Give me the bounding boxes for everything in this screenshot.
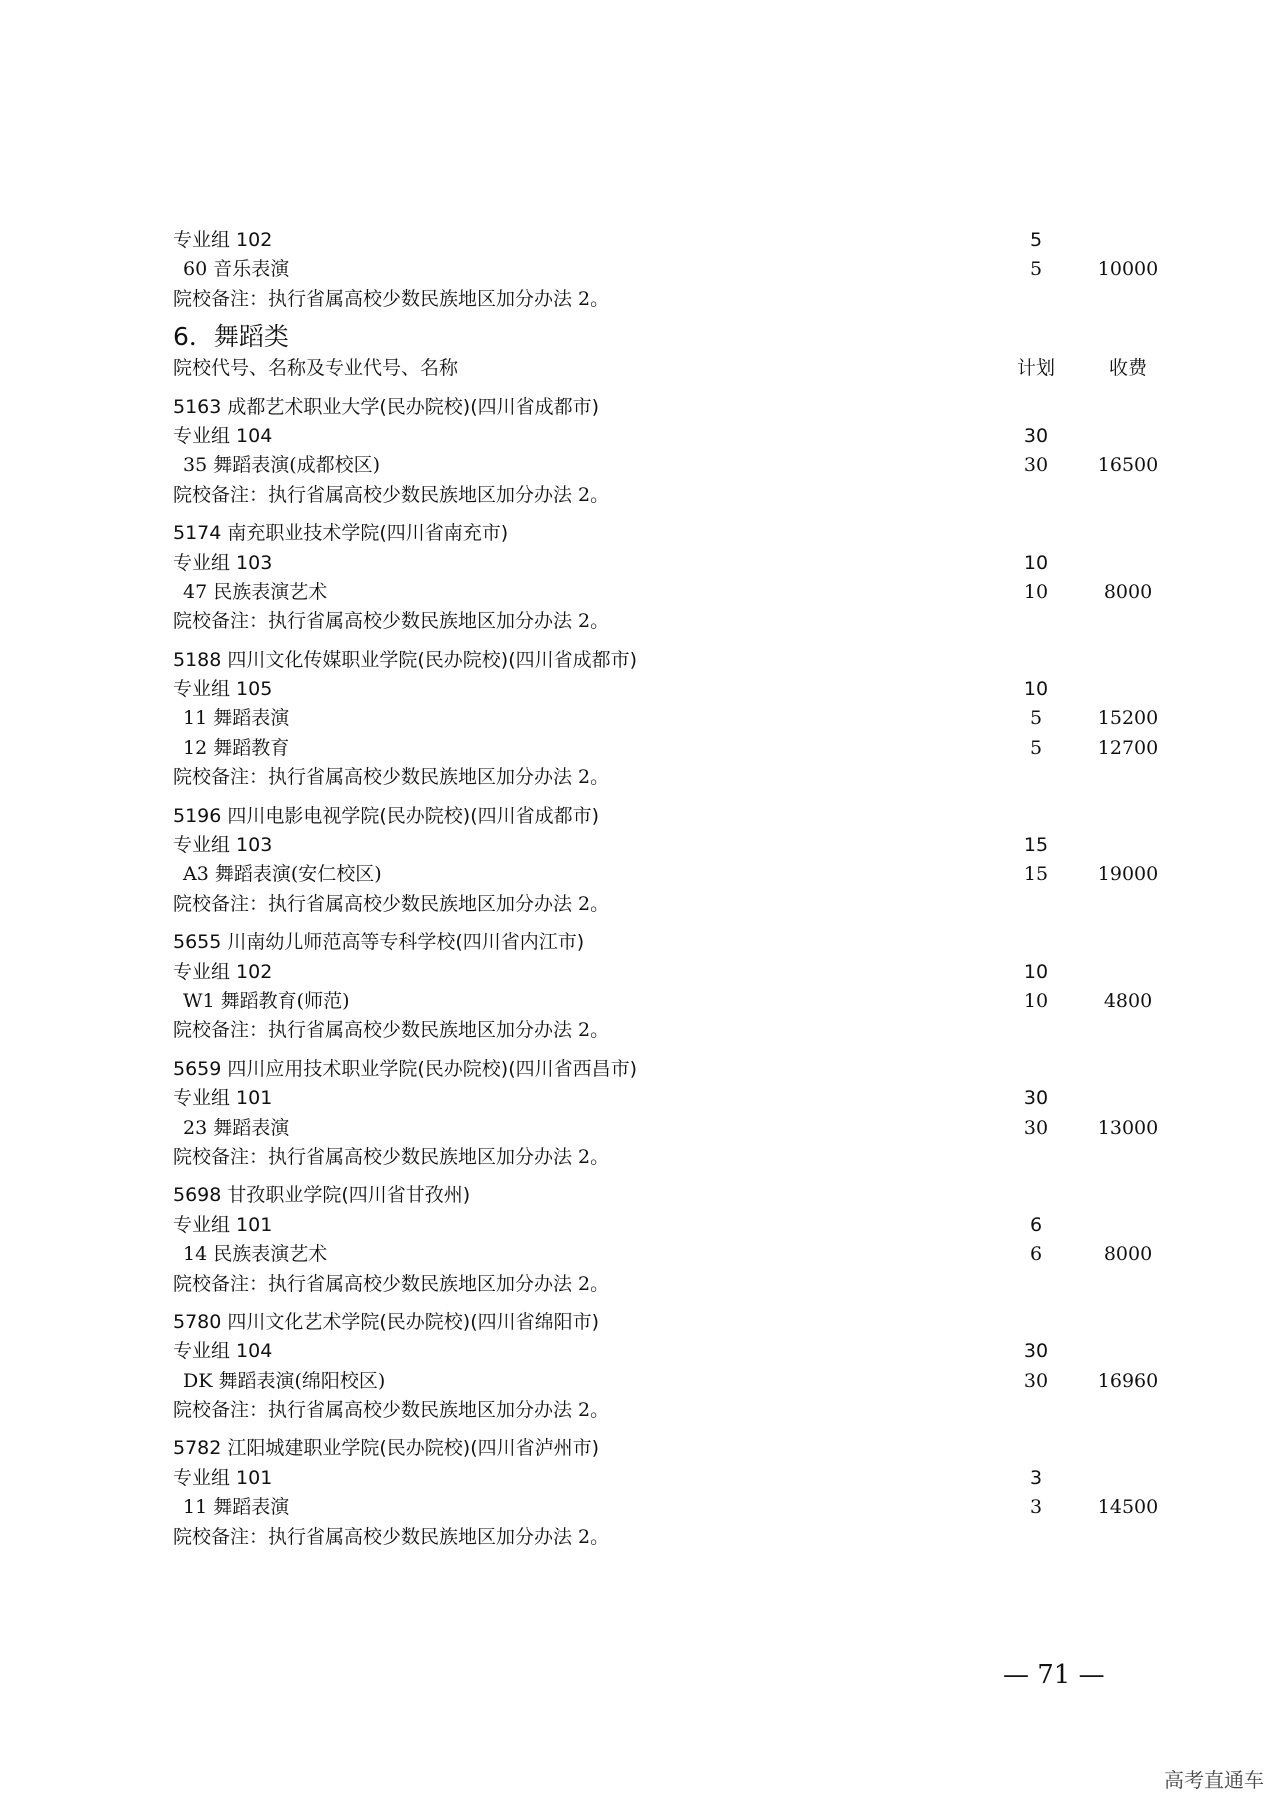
school-note: 院校备注：执行省属高校少数民族地区加分办法 2。 bbox=[173, 1525, 610, 1548]
school-note: 院校备注：执行省属高校少数民族地区加分办法 2。 bbox=[173, 1272, 610, 1295]
major-fee: 8000 bbox=[1103, 580, 1153, 603]
group-label: 专业组 101 bbox=[173, 1087, 273, 1110]
group-plan: 10 bbox=[1023, 960, 1049, 983]
school-block bbox=[173, 1181, 1153, 1299]
school-name: 5780 四川文化艺术学院(民办院校)(四川省绵阳市) bbox=[173, 1310, 600, 1333]
school-list bbox=[173, 384, 1159, 1552]
major-fee: 15200 bbox=[1097, 707, 1159, 730]
major-fee: 12700 bbox=[1097, 736, 1159, 759]
group-plan: 15 bbox=[1023, 834, 1049, 857]
major-plan: 5 bbox=[1029, 736, 1043, 759]
school-gap bbox=[173, 919, 1133, 928]
school-block bbox=[173, 1055, 1159, 1173]
major-name: DK 舞蹈表演(绵阳校区) bbox=[183, 1369, 386, 1392]
major-plan: 5 bbox=[1029, 707, 1043, 730]
major-row bbox=[173, 704, 1159, 733]
major-row bbox=[173, 987, 1153, 1016]
group-plan: 30 bbox=[1023, 1087, 1049, 1110]
major-row bbox=[173, 1114, 1159, 1143]
page-content bbox=[173, 226, 1159, 1552]
major-name: 35 舞蹈表演(成都校区) bbox=[183, 454, 381, 477]
school-note: 院校备注：执行省属高校少数民族地区加分办法 2。 bbox=[173, 766, 610, 789]
major-fee: 13000 bbox=[1097, 1116, 1159, 1139]
group-label: 专业组 104 bbox=[173, 1340, 273, 1363]
major-name: 11 舞蹈表演 bbox=[183, 707, 290, 730]
major-fee: 16960 bbox=[1097, 1369, 1159, 1392]
major-plan: 10 bbox=[1023, 989, 1049, 1012]
school-gap bbox=[173, 1046, 1133, 1055]
group-row bbox=[173, 958, 1133, 987]
school-block bbox=[173, 802, 1159, 920]
school-block bbox=[173, 1308, 1159, 1426]
major-plan: 15 bbox=[1023, 863, 1049, 886]
major-plan: 30 bbox=[1023, 454, 1049, 477]
school-gap bbox=[173, 1172, 1133, 1181]
group-label: 专业组 101 bbox=[173, 1213, 273, 1236]
watermark: 高考直通车 bbox=[1164, 1768, 1264, 1792]
school-note: 院校备注：执行省属高校少数民族地区加分办法 2。 bbox=[173, 1019, 610, 1042]
school-name: 5655 川南幼儿师范高等专科学校(四川省内江市) bbox=[173, 931, 585, 954]
major-row bbox=[173, 255, 1159, 284]
header-label: 院校代号、名称及专业代号、名称 bbox=[173, 357, 459, 380]
group-row bbox=[173, 675, 1133, 704]
top-block bbox=[173, 226, 1159, 314]
school-gap bbox=[173, 510, 1133, 519]
school-block bbox=[173, 519, 1153, 637]
school-name: 5782 江阳城建职业学院(民办院校)(四川省泸州市) bbox=[173, 1437, 600, 1460]
major-name: 12 舞蹈教育 bbox=[183, 736, 290, 759]
school-gap bbox=[173, 1425, 1133, 1434]
header-plan: 计划 bbox=[1016, 357, 1055, 380]
major-row bbox=[173, 1493, 1159, 1522]
school-block bbox=[173, 393, 1159, 511]
group-row bbox=[173, 422, 1133, 451]
major-plan: 30 bbox=[1023, 1369, 1049, 1392]
school-name: 5188 四川文化传媒职业学院(民办院校)(四川省成都市) bbox=[173, 648, 638, 671]
major-row bbox=[173, 860, 1159, 889]
group-plan: 30 bbox=[1023, 1340, 1049, 1363]
major-row bbox=[173, 734, 1159, 763]
major-plan: 3 bbox=[1029, 1496, 1043, 1519]
major-name: W1 舞蹈教育(师范) bbox=[183, 989, 350, 1012]
school-name: 5196 四川电影电视学院(民办院校)(四川省成都市) bbox=[173, 804, 600, 827]
major-row bbox=[173, 1367, 1159, 1396]
school-name: 5698 甘孜职业学院(四川省甘孜州) bbox=[173, 1184, 471, 1207]
major-name: 23 舞蹈表演 bbox=[183, 1116, 290, 1139]
school-gap bbox=[173, 637, 1133, 646]
group-plan: 5 bbox=[1029, 229, 1043, 251]
school-note: 院校备注：执行省属高校少数民族地区加分办法 2。 bbox=[173, 1399, 610, 1422]
group-plan: 10 bbox=[1023, 551, 1049, 574]
group-label: 专业组 102 bbox=[173, 960, 273, 983]
section-title: 6．舞蹈类 bbox=[173, 322, 289, 352]
column-header bbox=[173, 354, 1147, 383]
school-name: 5174 南充职业技术学院(四川省南充市) bbox=[173, 522, 509, 545]
school-note: 院校备注：执行省属高校少数民族地区加分办法 2。 bbox=[173, 483, 610, 506]
group-plan: 30 bbox=[1023, 424, 1049, 447]
major-name: 47 民族表演艺术 bbox=[183, 580, 328, 603]
group-row bbox=[173, 1337, 1133, 1366]
group-label: 专业组 101 bbox=[173, 1466, 273, 1489]
major-fee: 16500 bbox=[1097, 454, 1159, 477]
group-row bbox=[173, 549, 1133, 578]
school-note: 院校备注：执行省属高校少数民族地区加分办法 2。 bbox=[173, 1145, 610, 1168]
group-row bbox=[173, 1464, 1133, 1493]
page-number: — 71 — bbox=[1003, 1660, 1105, 1690]
group-row bbox=[173, 226, 1133, 255]
school-name: 5163 成都艺术职业大学(民办院校)(四川省成都市) bbox=[173, 395, 600, 418]
major-plan: 10 bbox=[1023, 580, 1049, 603]
major-fee: 14500 bbox=[1097, 1496, 1159, 1519]
major-name: A3 舞蹈表演(安仁校区) bbox=[183, 863, 382, 886]
group-label: 专业组 102 bbox=[173, 229, 273, 251]
school-block bbox=[173, 1434, 1159, 1552]
group-label: 专业组 103 bbox=[173, 834, 273, 857]
school-gap bbox=[173, 384, 1133, 393]
group-row bbox=[173, 1211, 1133, 1240]
major-row bbox=[173, 1240, 1153, 1269]
group-row bbox=[173, 831, 1133, 860]
group-plan: 10 bbox=[1023, 678, 1049, 701]
major-row bbox=[173, 451, 1159, 480]
major-fee: 10000 bbox=[1097, 258, 1159, 281]
group-label: 专业组 103 bbox=[173, 551, 273, 574]
major-name: 60 音乐表演 bbox=[183, 258, 290, 281]
group-plan: 3 bbox=[1029, 1466, 1043, 1489]
school-note: 院校备注：执行省属高校少数民族地区加分办法 2。 bbox=[173, 610, 610, 633]
group-label: 专业组 104 bbox=[173, 424, 273, 447]
school-block bbox=[173, 646, 1159, 793]
school-block bbox=[173, 928, 1153, 1046]
major-name: 14 民族表演艺术 bbox=[183, 1243, 328, 1266]
major-plan: 30 bbox=[1023, 1116, 1049, 1139]
school-note: 院校备注：执行省属高校少数民族地区加分办法 2。 bbox=[173, 287, 610, 310]
group-plan: 6 bbox=[1029, 1213, 1043, 1236]
group-label: 专业组 105 bbox=[173, 678, 273, 701]
school-gap bbox=[173, 1299, 1133, 1308]
major-row bbox=[173, 578, 1153, 607]
major-fee: 8000 bbox=[1103, 1243, 1153, 1266]
major-plan: 6 bbox=[1029, 1243, 1043, 1266]
school-note: 院校备注：执行省属高校少数民族地区加分办法 2。 bbox=[173, 892, 610, 915]
major-plan: 5 bbox=[1029, 258, 1043, 281]
major-fee: 4800 bbox=[1103, 989, 1153, 1012]
major-name: 11 舞蹈表演 bbox=[183, 1496, 290, 1519]
group-row bbox=[173, 1084, 1133, 1113]
school-name: 5659 四川应用技术职业学院(民办院校)(四川省西昌市) bbox=[173, 1057, 638, 1080]
major-fee: 19000 bbox=[1097, 863, 1159, 886]
school-gap bbox=[173, 793, 1133, 802]
header-fee: 收费 bbox=[1108, 357, 1147, 380]
